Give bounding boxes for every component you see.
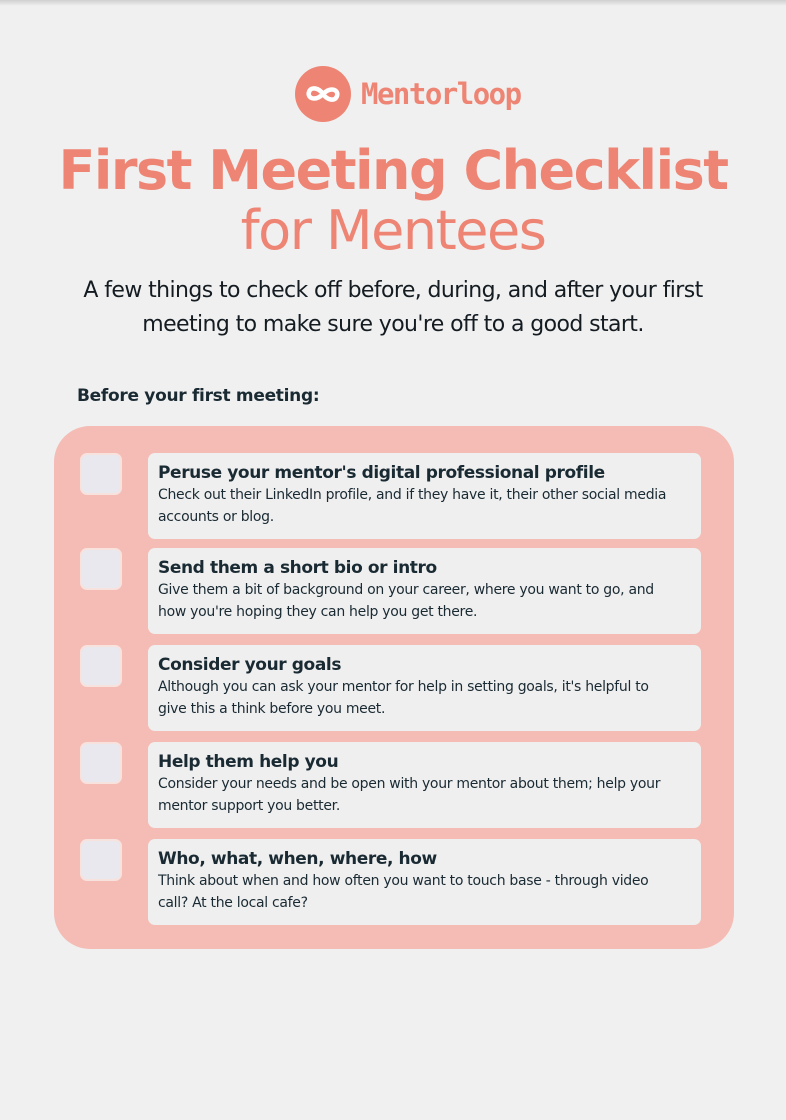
intro-text: A few things to check off before, during, and after your first meeting to make sure you're off to a good start. <box>83 278 703 337</box>
checklist-item-title: Help them help you <box>158 752 339 772</box>
checkbox[interactable] <box>80 742 122 784</box>
top-shadow <box>0 0 786 6</box>
checklist-item <box>54 426 734 525</box>
checkbox[interactable] <box>80 839 122 881</box>
checkbox[interactable] <box>80 453 122 495</box>
checklist-item <box>54 715 734 814</box>
brand-logo <box>295 66 521 122</box>
checklist-item <box>54 521 734 620</box>
checklist-item-description: Give them a bit of background on your career, where you want to go, and how you're hoping they can help you get there. <box>158 582 654 620</box>
checkbox[interactable] <box>80 645 122 687</box>
checklist-item-description: Consider your needs and be open with your mentor about them; help your mentor support you better. <box>158 776 661 814</box>
checklist-item-title: Peruse your mentor's digital professional profile <box>158 463 605 483</box>
checklist-card <box>148 839 701 925</box>
checklist-item-title: Who, what, when, where, how <box>158 849 437 869</box>
page-title: First Meeting Checklist <box>58 139 728 202</box>
page-subtitle: for Mentees <box>240 199 546 262</box>
checklist-item-description: Although you can ask your mentor for help in setting goals, it's helpful to give this a think before you meet. <box>158 679 649 717</box>
checklist-item-title: Send them a short bio or intro <box>158 558 437 578</box>
checklist-item <box>54 618 734 717</box>
brand-name: Mentorloop <box>361 77 521 111</box>
checklist-panel <box>54 426 734 949</box>
checklist-item-title: Consider your goals <box>158 655 342 675</box>
infinity-loop-icon <box>295 66 351 122</box>
checklist-item-description: Check out their LinkedIn profile, and if they have it, their other social media accounts or blog. <box>158 487 667 525</box>
checkbox[interactable] <box>80 548 122 590</box>
checklist-item-description: Think about when and how often you want to touch base - through video call? At the local cafe? <box>158 873 649 911</box>
checklist-item <box>54 812 734 911</box>
section-heading: Before your first meeting: <box>77 386 320 406</box>
